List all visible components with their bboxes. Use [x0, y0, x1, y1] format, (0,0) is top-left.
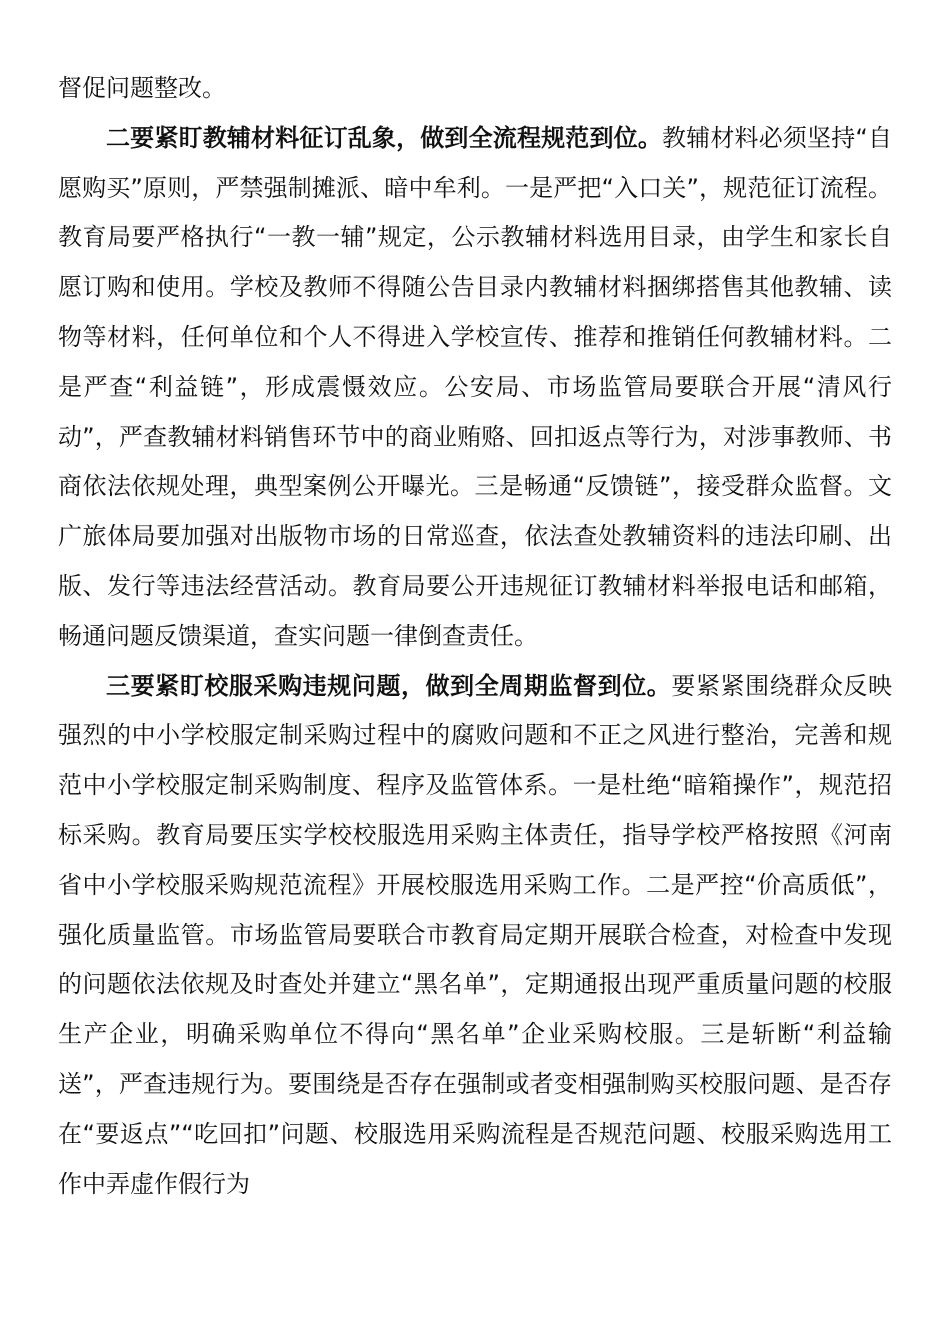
paragraph-3-lead: 三要紧盯校服采购违规问题，做到全周期监督到位。 — [106, 671, 672, 700]
paragraph-3 — [58, 662, 892, 1210]
paragraph-2-text: 教辅材料必须坚持“自愿购买”原则，严禁强制摊派、暗中牟利。一是严把“入口关”，规范征订流程。教育局要严格执行“一教一辅”规定，公示教辅材料选用目录，由学生和家长自愿订购和使用。学校及教师不得随公告目录内教辅材料捆绑搭售其他教辅、读物等材料，任何单位和个人不得进入学校宣传、推荐和推销任何教辅材料。二是严查“利益链”，形成震慑效应。公安局、市场监管局要联合开展“清风行动”，严查教辅材料销售环节中的商业贿赂、回扣返点等行为，对涉事教师、书商依法依规处理，典型案例公开曝光。三是畅通“反馈链”，接受群众监督。文广旅体局要加强对出版物市场的日常巡查，依法查处教辅资料的违法印刷、出版、发行等违法经营活动。教育局要公开违规征订教辅材料举报电话和邮箱，畅通问题反馈渠道，查实问题一律倒查责任。 — [58, 123, 892, 650]
document-page — [58, 64, 892, 1209]
paragraph-1-text: 督促问题整改。 — [58, 74, 226, 102]
paragraph-3-text: 要紧紧围绕群众反映强烈的中小学校服定制采购过程中的腐败问题和不正之风进行整治，完善和规范中小学校服定制采购制度、程序及监管体系。一是杜绝“暗箱操作”，规范招标采购。教育局要压实学校校服选用采购主体责任，指导学校严格按照《河南省中小学校服采购规范流程》开展校服选用采购工作。二是严控“价高质低”，强化质量监管。市场监管局要联合市教育局定期开展联合检查，对检查中发现的问题依法依规及时查处并建立“黑名单”，定期通报出现严重质量问题的校服生产企业，明确采购单位不得向“黑名单”企业采购校服。三是斩断“利益输送”，严查违规行为。要围绕是否存在强制或者变相强制购买校服问题、是否存在“要返点”“吃回扣”问题、校服选用采购流程是否规范问题、校服采购选用工作中弄虚作假行为 — [58, 671, 893, 1198]
paragraph-2-lead: 二要紧盯教辅材料征订乱象，做到全流程规范到位。 — [106, 123, 662, 152]
paragraph-1 — [58, 64, 892, 114]
paragraph-2 — [58, 114, 892, 662]
